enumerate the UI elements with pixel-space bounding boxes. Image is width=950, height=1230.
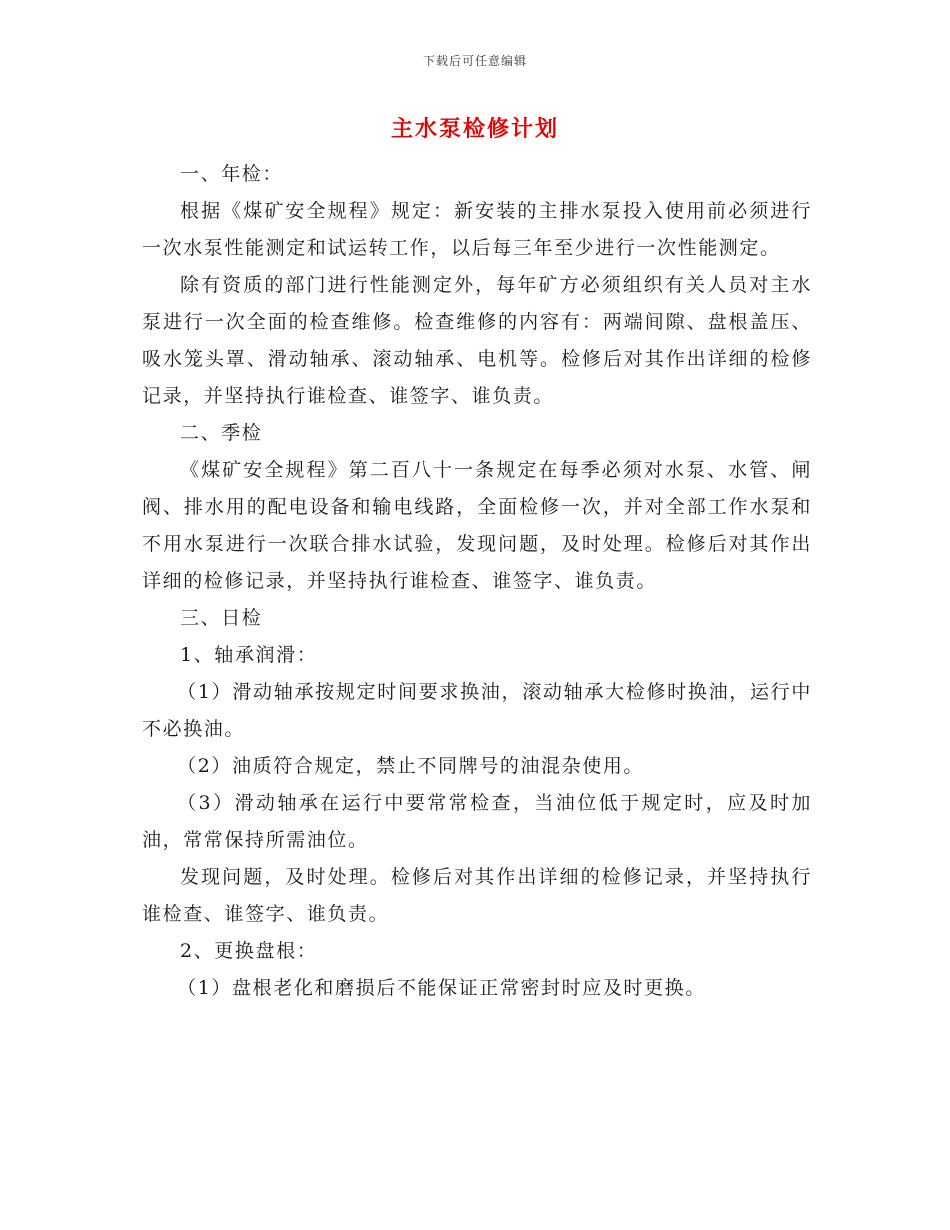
document-body bbox=[142, 156, 812, 1007]
paragraph-annual-maintenance: 除有资质的部门进行性能测定外，每年矿方必须组织有关人员对主水泵进行一次全面的检查维修。检查维修的内容有：两端间隙、盘根盖压、吸水笼头罩、滑动轴承、滚动轴承、电机等。检修后对其作出详细的检修记录，并坚持执行谁检查、谁签字、谁负责。 bbox=[142, 274, 812, 407]
section-heading-annual: 一、年检： bbox=[180, 163, 284, 185]
document-title: 主水泵检修计划 bbox=[390, 116, 559, 142]
subheading-bearing-lubrication: 1、轴承润滑： bbox=[180, 644, 318, 666]
header-note: 下载后可任意编辑 bbox=[422, 54, 527, 68]
paragraph-quarterly-regulation: 《煤矿安全规程》第二百八十一条规定在每季必须对水泵、水管、闸阀、排水用的配电设备和输电线路，全面检修一次，并对全部工作水泵和不用水泵进行一次联合排水试验，发现问题，及时处理。检修后对其作出详细的检修记录，并坚持执行谁检查、谁签字、谁负责。 bbox=[142, 459, 812, 592]
paragraph-daily-records: 发现问题，及时处理。检修后对其作出详细的检修记录，并坚持执行谁检查、谁签字、谁负责。 bbox=[142, 866, 812, 925]
list-item-packing-1: （1）盘根老化和磨损后不能保证正常密封时应及时更换。 bbox=[177, 977, 706, 999]
section-heading-quarterly: 二、季检 bbox=[180, 422, 263, 444]
subheading-replace-packing: 2、更换盘根： bbox=[180, 940, 318, 962]
list-item-lubrication-2: （2）油质符合规定，禁止不同牌号的油混杂使用。 bbox=[177, 755, 645, 777]
section-heading-daily: 三、日检 bbox=[180, 607, 263, 629]
list-item-lubrication-3: （3）滑动轴承在运行中要常常检查，当油位低于规定时，应及时加油，常常保持所需油位。 bbox=[142, 792, 812, 851]
paragraph-annual-regulation: 根据《煤矿安全规程》规定：新安装的主排水泵投入使用前必须进行一次水泵性能测定和试运转工作，以后每三年至少进行一次性能测定。 bbox=[142, 200, 812, 259]
list-item-lubrication-1: （1）滑动轴承按规定时间要求换油，滚动轴承大检修时换油，运行中不必换油。 bbox=[142, 681, 812, 740]
